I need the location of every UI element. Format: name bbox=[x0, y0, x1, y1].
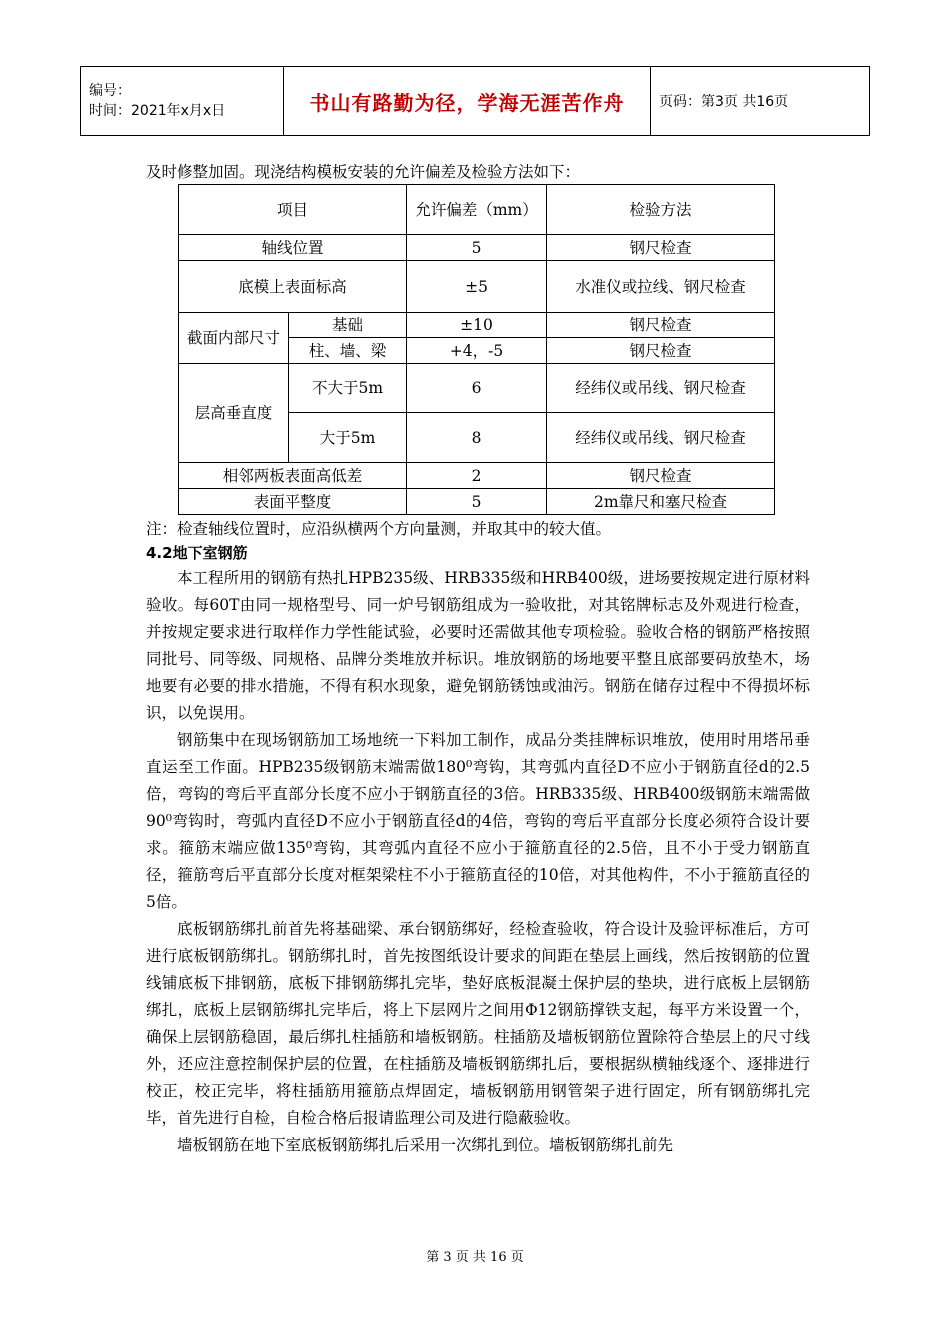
header-item: 项目 bbox=[179, 185, 407, 235]
paragraph: 钢筋集中在现场钢筋加工场地统一下料加工制作，成品分类挂牌标识堆放，使用时用塔吊垂直运至工作面。HPB235级钢筋末端需做180⁰弯钩，其弯弧内直径D不应小于钢筋直径d的2.5倍，弯钩的弯后平直部分长度不应小于钢筋直径的3倍。HRB335级、HRB400级钢筋末端需做90⁰弯钩时，弯弧内直径D不应小于钢筋直径d的4倍，弯钩的弯后平直部分长度必须符合设计要求。箍筋末端应做135⁰弯钩，其弯弧内直径不应小于箍筋直径的2.5倍，且不小于受力钢筋直径，箍筋弯后平直部分长度对框架梁柱不小于箍筋直径的10倍，对其他构件，不小于箍筋直径的5倍。 bbox=[146, 731, 810, 911]
header-meta bbox=[81, 67, 284, 136]
table-row bbox=[179, 489, 775, 515]
paragraph: 墙板钢筋在地下室底板钢筋绑扎后采用一次绑扎到位。墙板钢筋绑扎前先 bbox=[177, 1136, 674, 1154]
cell-item: 大于5m bbox=[289, 413, 407, 463]
header-tolerance: 允许偏差（mm） bbox=[407, 185, 547, 235]
header-method: 检验方法 bbox=[547, 185, 775, 235]
table-note: 注：检查轴线位置时，应沿纵横两个方向量测，并取其中的较大值。 bbox=[146, 520, 612, 538]
tolerance-table bbox=[178, 184, 775, 515]
cell-tolerance: 8 bbox=[407, 413, 547, 463]
cell-item: 相邻两板表面高低差 bbox=[179, 463, 407, 489]
table-row bbox=[179, 313, 775, 338]
paragraph: 本工程所用的钢筋有热扎HPB235级、HRB335级和HRB400级，进场要按规定进行原材料验收。每60T由同一规格型号、同一炉号钢筋组成为一验收批，对其铭牌标志及外观进行检查，并按规定要求进行取样作力学性能试验，必要时还需做其他专项检验。验收合格的钢筋严格按照同批号、同等级、同规格、品牌分类堆放并标识。堆放钢筋的场地要平整且底部要码放垫木，场地要有必要的排水措施，不得有积水现象，避免钢筋锈蚀或油污。钢筋在储存过程中不得损坏标识，以免误用。 bbox=[146, 569, 810, 722]
lead-text: 及时修整加固。现浇结构模板安装的允许偏差及检验方法如下： bbox=[146, 163, 581, 181]
page-body bbox=[146, 160, 810, 1159]
header-motto: 书山有路勤为径，学海无涯苦作舟 bbox=[284, 67, 651, 136]
cell-tolerance: 5 bbox=[407, 235, 547, 261]
cell-group: 截面内部尺寸 bbox=[179, 313, 289, 364]
table-row bbox=[179, 261, 775, 313]
cell-method: 经纬仪或吊线、钢尺检查 bbox=[547, 364, 775, 413]
table-row bbox=[179, 364, 775, 413]
cell-tolerance: 6 bbox=[407, 364, 547, 413]
cell-method: 钢尺检查 bbox=[547, 313, 775, 338]
cell-item: 柱、墙、梁 bbox=[289, 338, 407, 364]
cell-item: 表面平整度 bbox=[179, 489, 407, 515]
paragraph: 底板钢筋绑扎前首先将基础梁、承台钢筋绑好，经检查验收，符合设计及验评标准后，方可进行底板钢筋绑扎。钢筋绑扎时，首先按图纸设计要求的间距在垫层上画线，然后按钢筋的位置线铺底板下排钢筋，底板下排钢筋绑扎完毕，垫好底板混凝土保护层的垫块，进行底板上层钢筋绑扎，底板上层钢筋绑扎完毕后，将上下层网片之间用Φ12钢筋撑铁支起，每平方米设置一个，确保上层钢筋稳固，最后绑扎柱插筋和墙板钢筋。柱插筋及墙板钢筋位置除符合垫层上的尺寸线外，还应注意控制保护层的位置，在柱插筋及墙板钢筋绑扎后，要根据纵横轴线逐个、逐排进行校正，校正完毕，将柱插筋用箍筋点焊固定，墙板钢筋用钢管架子进行固定，所有钢筋绑扎完毕，首先进行自检，自检合格后报请监理公司及进行隐蔽验收。 bbox=[146, 920, 810, 1127]
cell-item: 不大于5m bbox=[289, 364, 407, 413]
cell-tolerance: ±5 bbox=[407, 261, 547, 313]
cell-method: 水准仪或拉线、钢尺检查 bbox=[547, 261, 775, 313]
cell-method: 钢尺检查 bbox=[547, 338, 775, 364]
cell-item: 基础 bbox=[289, 313, 407, 338]
document-number-label: 编号： bbox=[89, 83, 131, 99]
cell-tolerance: 2 bbox=[407, 463, 547, 489]
cell-group: 层高垂直度 bbox=[179, 364, 289, 463]
cell-method: 经纬仪或吊线、钢尺检查 bbox=[547, 413, 775, 463]
header-table bbox=[80, 66, 870, 136]
table-row bbox=[179, 235, 775, 261]
section-title: 4.2地下室钢筋 bbox=[146, 544, 248, 562]
table-header-row bbox=[179, 185, 775, 235]
cell-item: 底模上表面标高 bbox=[179, 261, 407, 313]
cell-tolerance: 5 bbox=[407, 489, 547, 515]
header-page-label: 页码：第3页 共16页 bbox=[651, 67, 870, 136]
page-footer: 第 3 页 共 16 页 bbox=[426, 1250, 524, 1265]
cell-method: 钢尺检查 bbox=[547, 463, 775, 489]
cell-tolerance: ±10 bbox=[407, 313, 547, 338]
document-time-label: 时间：2021年x月x日 bbox=[89, 103, 226, 119]
cell-item: 轴线位置 bbox=[179, 235, 407, 261]
cell-method: 钢尺检查 bbox=[547, 235, 775, 261]
table-row bbox=[179, 463, 775, 489]
cell-method: 2m靠尺和塞尺检查 bbox=[547, 489, 775, 515]
cell-tolerance: +4，-5 bbox=[407, 338, 547, 364]
